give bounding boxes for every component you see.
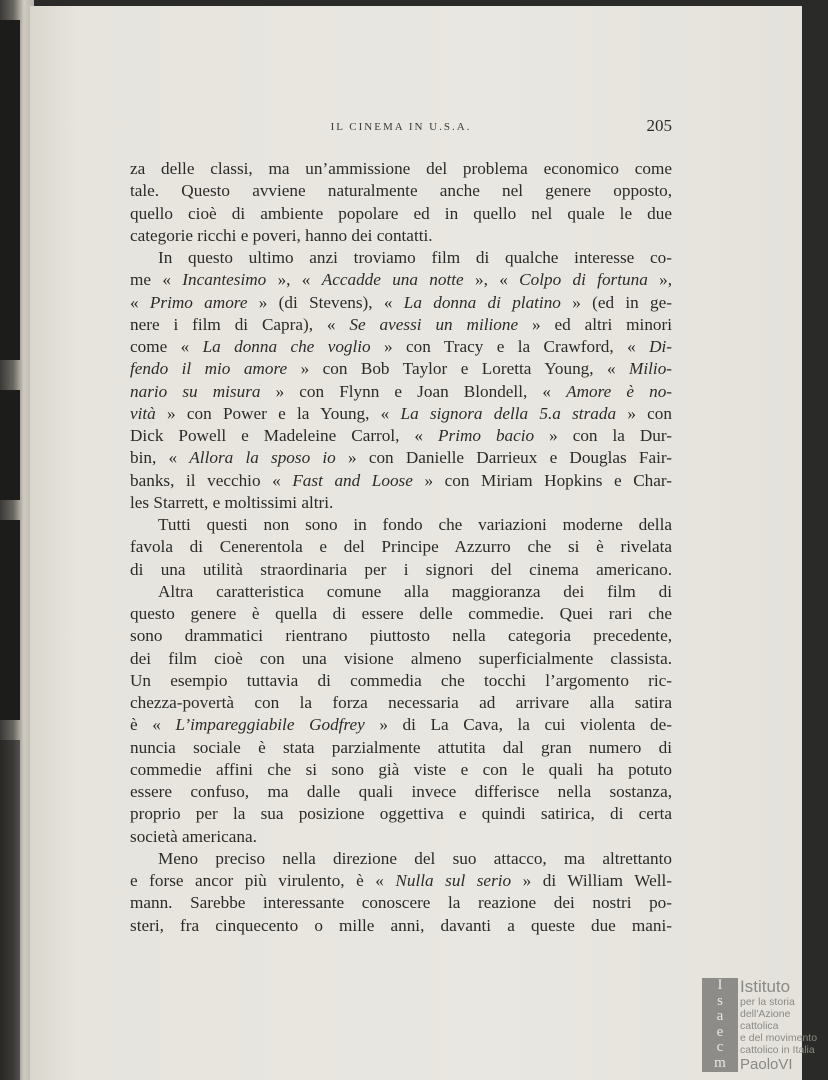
film-title: La donna di platino [403,292,561,312]
text-line [130,670,672,692]
text-line [130,536,672,558]
running-head: IL CINEMA IN U.S.A. [330,121,472,133]
film-title: Di- [649,337,672,356]
film-title: Incantesimo [182,270,267,290]
logo-line: dell'Azione cattolica [740,1008,791,1032]
text-run: e forse ancor più virulento, è « [130,871,396,890]
logo-line: cattolico in Italia [740,1044,815,1056]
text-run: » con Bob Taylor e Loretta Young, « [287,359,630,379]
text-line [130,915,672,937]
text-line [130,225,672,247]
film-title: La donna che voglio [202,337,371,356]
text-run: favola di Cenerentola e del Principe Azzurro che si è rivelata [130,537,672,557]
text-run: nuncia sociale è stata parzialmente attutita dal gran numero di [130,737,672,757]
text-run: », « [266,270,322,290]
text-line [130,559,672,581]
monogram-letter: c [716,1039,724,1055]
text-run: di una utilità straordinaria per i signori del cinema americano. [130,559,672,579]
text-run: za delle classi, ma un’ammissione del problema economico come [130,159,672,178]
text-run: « [130,292,150,312]
text-run: me « [130,270,183,290]
text-line [130,158,672,180]
text-run: nere i film di Capra), « [130,314,350,334]
text-line [130,381,672,403]
text-line [130,648,672,670]
text-line [130,203,672,225]
film-title: Amore è no- [566,381,673,401]
text-line [130,848,672,870]
film-title: Se avessi un milione [349,314,519,334]
text-line [130,803,672,825]
film-title: Allora la sposo io [189,448,336,468]
text-run: » di La Cava, la cui violenta de- [364,715,672,735]
text-run: Tutti questi non sono in fondo che variazioni moderne della [158,515,672,534]
film-title: nario su misura [130,381,261,401]
logo-line: Istituto [740,977,791,996]
logo-line: per la storia [740,996,795,1008]
text-run: chezza-povertà con la forza necessaria ad arrivare alla satira [130,693,672,712]
text-line [130,492,672,514]
text-run: » ed altri minori [518,314,673,334]
text-run: bin, « [130,448,190,468]
text-run: » con Power e la Young, « [155,403,401,423]
text-run: Un esempio tuttavia di commedia che tocchi l’argomento ric- [130,670,672,690]
text-line [130,292,672,314]
text-line [130,358,672,380]
monogram-letter: e [716,1023,724,1040]
text-line [130,826,672,848]
logo-text [740,978,828,1073]
text-line [130,447,672,469]
text-run: In questo ultimo anzi troviamo film di qualche interesse co- [158,248,672,267]
text-run: proprio per la sua posizione oggettiva e quindi satirica, di certa [130,804,672,824]
text-line [130,625,672,647]
book-page [30,6,818,1080]
text-line [130,870,672,892]
text-run: è « [130,715,176,735]
logo-monogram [702,978,738,1072]
monogram-letter: I [717,977,723,993]
film-title: Fast and Loose [292,470,413,490]
text-run: » con [616,403,672,423]
logo-line: PaoloVI [740,1056,793,1073]
text-line [130,269,672,291]
text-run: categorie ricchi e poveri, hanno dei contatti. [130,225,433,245]
text-line [130,714,672,736]
page-header [130,116,672,140]
text-run: », « [463,270,520,290]
text-run: » con Danielle Darrieux e Douglas Fair- [335,448,672,468]
film-title: fendo il mio amore [130,359,288,379]
film-title: Colpo di fortuna [519,270,648,290]
film-title: Accadde una notte [321,270,464,290]
text-run: Altra caratteristica comune alla maggioranza dei film di [158,581,672,601]
text-line [130,759,672,781]
monogram-letter: a [716,1008,724,1024]
text-line [130,470,672,492]
text-run: dei film cioè con una visione almeno superficialmente classista. [130,648,672,668]
text-line [130,336,672,358]
text-run: Meno preciso nella direzione del suo attacco, ma altrettanto [158,848,672,868]
film-title: Primo amore [149,292,248,312]
text-line [130,247,672,269]
text-run: » (di Stevens), « [247,292,404,312]
text-line [130,892,672,914]
text-run: », [647,270,673,290]
text-line [130,425,672,447]
text-run: » di William Well- [511,871,672,890]
text-line [130,581,672,603]
film-title: Nulla sul serio [395,871,512,890]
film-title: La signora della 5.a strada [400,403,617,423]
film-title: Milio- [629,359,673,379]
text-run: banks, il vecchio « [130,470,293,490]
text-run: les Starrett, e moltissimi altri. [130,492,334,512]
monogram-letter: m [714,1054,726,1071]
text-run: » con Miriam Hopkins e Char- [412,470,673,490]
text-run: commedie affini che si sono già viste e con le quali ha potuto [130,759,672,779]
text-run: » (ed in ge- [560,292,672,312]
text-run: steri, fra cinquecento o mille anni, davanti a queste due mani- [130,915,672,935]
text-run: questo genere è quella di essere delle commedie. Quei rari che [130,604,672,623]
text-run: come « [130,337,203,356]
text-run: » con Tracy e la Crawford, « [370,337,650,356]
institute-logo [702,978,828,1074]
film-title: Primo bacio [438,426,535,445]
text-run: mann. Sarebbe interessante conoscere la reazione dei nostri po- [130,893,672,913]
film-title: vità [130,403,156,423]
text-line [130,180,672,202]
book-spine-edge [0,0,34,1080]
text-line [130,603,672,625]
text-line [130,514,672,536]
text-run: quello cioè di ambiente popolare ed in quello nel quale le due [130,203,672,223]
text-run: essere confuso, ma dalle quali invece differisce nella sostanza, [130,782,672,801]
text-line [130,314,672,336]
logo-line: e del movimento [740,1032,818,1044]
body-text [130,158,672,937]
text-run: Dick Powell e Madeleine Carrol, « [130,426,438,445]
text-line [130,403,672,425]
text-line [130,781,672,803]
film-title: L’impareggiabile Godfrey [175,715,365,735]
monogram-letter: s [717,992,723,1009]
text-run: società americana. [130,826,257,846]
text-run: tale. Questo avviene naturalmente anche nel genere opposto, [130,181,672,201]
text-line [130,737,672,759]
text-run: » con Flynn e Joan Blondell, « [260,381,567,401]
text-run: » con la Dur- [534,426,672,445]
text-line [130,692,672,714]
text-run: sono drammatici rientrano piuttosto nella categoria precedente, [130,626,672,646]
page-number: 205 [646,116,672,135]
